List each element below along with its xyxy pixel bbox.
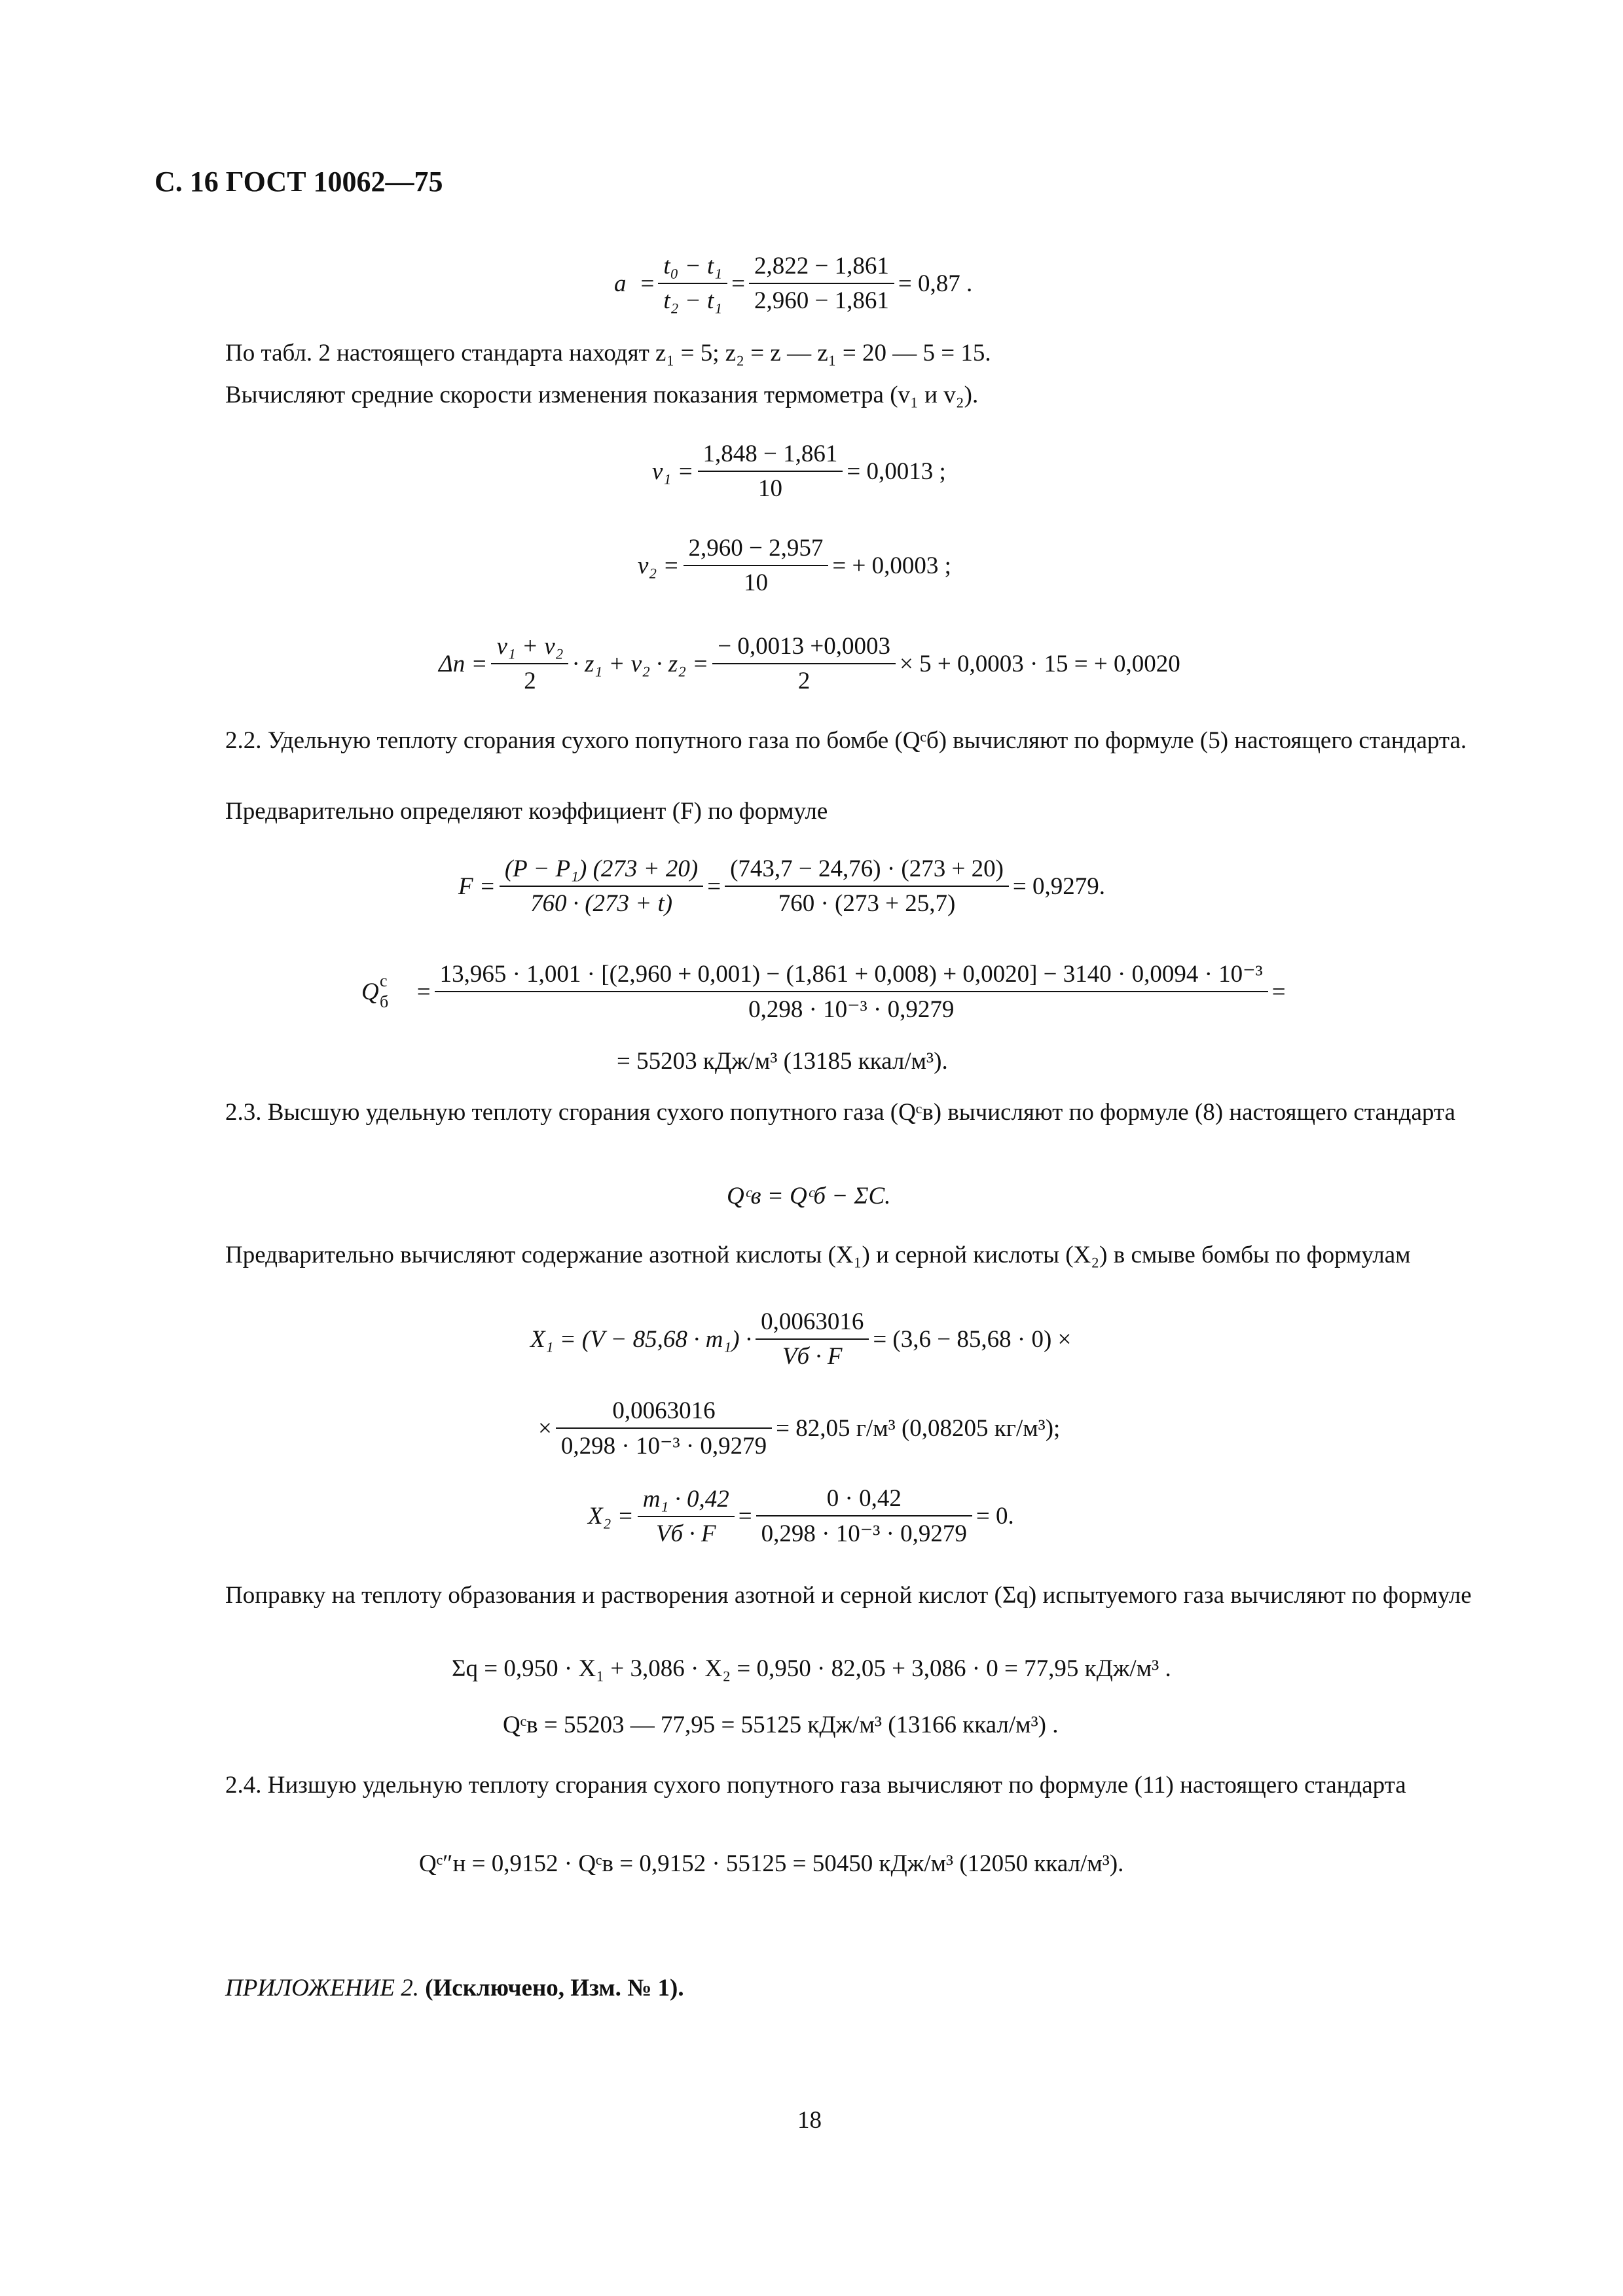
- eq-a-num1: t₀ − t₁: [658, 252, 727, 284]
- eq-X1-frac: [756, 1308, 869, 1371]
- eq-X2-frac2: [756, 1484, 972, 1548]
- paragraph-2-3-text: 2.3. Высшую удельную теплоту сгорания сухого попутного газа (Qᶜв) вычисляют по формуле (8) настоящего стандарта: [225, 1099, 1455, 1126]
- eq-X1b-rhs: = 82,05 г/м³ (0,08205 кг/м³);: [776, 1415, 1061, 1442]
- eq-Qb-num: 13,965 · 1,001 · [(2,960 + 0,001) − (1,861 + 0,008) + 0,0020] − 3140 · 0,0094 · 10⁻³: [435, 960, 1268, 992]
- page-header: С. 16 ГОСТ 10062—75: [155, 166, 443, 198]
- appendix-label: ПРИЛОЖЕНИЕ 2.: [225, 1975, 419, 2001]
- eq-dn-den2: 2: [797, 668, 811, 694]
- eq-F-lhs: F =: [458, 872, 496, 900]
- eq-dn-num2: − 0,0013 +0,0003: [712, 632, 896, 664]
- appendix-note: [225, 1974, 684, 2003]
- eq-a-frac2: [749, 252, 894, 315]
- eq-F-den2: 760 · (273 + 25,7): [778, 890, 956, 917]
- equation-v1: [652, 440, 946, 503]
- eq-a-den1: t₂ − t₁: [663, 287, 723, 314]
- eq-dn-num1: v₁ + v₂: [491, 632, 568, 664]
- eq-v1-rhs: = 0,0013 ;: [847, 457, 946, 485]
- eq-Qb-lhs: Q c б =: [361, 971, 431, 1011]
- equation-Qv2: Qᶜв = 55203 — 77,95 = 55125 кДж/м³ (13166 ккал/м³) .: [503, 1712, 1059, 1738]
- equation-sigma-q: Σq = 0,950 · X₁ + 3,086 · X₂ = 0,950 · 82,05 + 3,086 · 0 = 77,95 кДж/м³ .: [452, 1655, 1171, 1682]
- eq-Qb-den: 0,298 · 10⁻³ · 0,9279: [748, 996, 955, 1023]
- eq-Qb-frac: [435, 960, 1268, 1024]
- eq-X2-num2: 0 · 0,42: [756, 1484, 972, 1516]
- paragraph-table: По табл. 2 настоящего стандарта находят z₁ = 5; z₂ = z — z₁ = 20 — 5 = 15.: [225, 340, 991, 367]
- eq-a-num2: 2,822 − 1,861: [749, 252, 894, 284]
- paragraph-2-2b: Предварительно определяют коэффициент (F) по формуле: [225, 798, 828, 825]
- equation-Qn: Qᶜ″н = 0,9152 · Qᶜв = 0,9152 · 55125 = 50450 кДж/м³ (12050 ккал/м³).: [419, 1850, 1124, 1877]
- equation-F: F = $\frac{\text{(P − P₁) (273 + 20)}}{760 \cdot (273 + t)}$ = $\frac{(743,7 - 24,76) \cdot (273 + 20)}{760 \cdot (273 + 25,7)}$ = 0,9279.: [458, 855, 1106, 917]
- paragraph-2-3b-text: Предварительно вычисляют содержание азотной кислоты (X₁) и серной кислоты (X₂) в смыве бомбы по формулам: [225, 1242, 1411, 1268]
- equation-Qb: [361, 960, 1286, 1024]
- eq-X1-den: Vб · F: [782, 1343, 843, 1370]
- eq-Qb-result: = 55203 кДж/м³ (13185 ккал/м³).: [617, 1048, 948, 1075]
- paragraph-2-2-text: 2.2. Удельную теплоту сгорания сухого попутного газа по бомбе (Qᶜб) вычисляют по формуле (5) настоящего стандарта.: [225, 727, 1467, 754]
- eq-v1-num: 1,848 − 1,861: [698, 440, 843, 472]
- equation-Qv: Qᶜв = Qᶜб − ΣC.: [727, 1183, 891, 1210]
- equation-a: a = $\frac{\text{t₀ − t₁}}{\text{t₂ − t₁}}$ = $\frac{2,822 - 1,861}{2,960 - 1,861}$ = 0,87 .: [614, 253, 973, 314]
- paragraph-2-3b: [155, 1237, 1474, 1274]
- eq-v2-num: 2,960 − 2,957: [684, 534, 829, 566]
- eq-dn-frac1: [491, 632, 568, 695]
- paragraph-2-2: [155, 723, 1474, 759]
- eq-X2-den2: 0,298 · 10⁻³ · 0,9279: [761, 1520, 967, 1547]
- eq-Qb-rhs: =: [1271, 978, 1286, 1005]
- appendix-status: (Исключено, Изм. № 1).: [425, 1975, 684, 2001]
- eq-a-den2: 2,960 − 1,861: [754, 287, 889, 314]
- eq-X2-num1: m₁ · 0,42: [638, 1485, 735, 1517]
- eq-X1-num: 0,0063016: [756, 1308, 869, 1340]
- equation-X1b: [538, 1397, 1060, 1460]
- eq-v1-lhs: v₁ =: [652, 457, 694, 485]
- eq-X2-lhs: X₂ =: [588, 1503, 634, 1530]
- eq-dn-den1: 2: [524, 668, 536, 694]
- eq-dn-rhs: × 5 + 0,0003 · 15 = + 0,0020: [899, 650, 1180, 677]
- eq-v1-den: 10: [757, 475, 782, 502]
- eq-F-num2: (743,7 − 24,76) · (273 + 20): [725, 855, 1009, 887]
- eq-F-frac1: [500, 855, 703, 918]
- eq-X1b-frac: [556, 1397, 772, 1460]
- eq-a-frac1: [658, 252, 727, 315]
- eq-F-rhs: = 0,9279.: [1012, 872, 1106, 900]
- equation-X1: [530, 1308, 1071, 1371]
- eq-X1b-num: 0,0063016: [556, 1397, 772, 1429]
- eq-X1-lhs: X₁ = (V − 85,68 · m₁) ·: [530, 1325, 752, 1353]
- eq-dn-lhs: Δn =: [439, 650, 488, 677]
- eq-v1-frac: [698, 440, 843, 503]
- eq-X2-rhs: = 0.: [976, 1503, 1014, 1530]
- paragraph-correction-text: Поправку на теплоту образования и растворения азотной и серной кислот (Σq) испытуемого газа вычисляют по формуле: [225, 1582, 1472, 1609]
- eq-X2-den1: Vб · F: [655, 1520, 716, 1547]
- equation-X2: X₂ = $\frac{\text{m₁ · 0,42}}{Vб \cdot F}$ = $\frac{0 \cdot 0,42}{\text{0,298 · 10⁻³ · 0,9279}}$ = 0.: [588, 1485, 1014, 1547]
- eq-v2-frac: [684, 534, 829, 597]
- eq-v2-lhs: v₂ =: [638, 552, 680, 579]
- paragraph-speeds: Вычисляют средние скорости изменения показания термометра (v₁ и v₂).: [225, 382, 979, 408]
- page-number: 18: [797, 2107, 822, 2134]
- eq-v2-rhs: = + 0,0003 ;: [832, 552, 951, 579]
- eq-F-frac2: [725, 855, 1009, 918]
- equation-v2: [638, 534, 951, 597]
- eq-dn-mid: · z₁ + v₂ · z₂ =: [572, 650, 709, 677]
- eq-X1-rhs: = (3,6 − 85,68 · 0) ×: [873, 1325, 1072, 1353]
- eq-X1b-lhs: ×: [538, 1415, 552, 1442]
- equation-delta-n: [439, 632, 1180, 695]
- eq-dn-frac2: [712, 632, 896, 695]
- paragraph-2-4-text: 2.4. Низшую удельную теплоту сгорания сухого попутного газа вычисляют по формуле (11) настоящего стандарта: [225, 1772, 1406, 1799]
- paragraph-correction: [155, 1577, 1474, 1614]
- eq-a-result: = 0,87 .: [898, 270, 973, 297]
- paragraph-2-3: [155, 1094, 1474, 1131]
- eq-a-lhs: a: [614, 270, 627, 297]
- eq-X2-frac1: [638, 1485, 735, 1548]
- eq-v2-den: 10: [743, 569, 768, 596]
- eq-F-num1: (P − P₁) (273 + 20): [500, 855, 703, 887]
- paragraph-2-4: [155, 1767, 1474, 1804]
- eq-X1b-den: 0,298 · 10⁻³ · 0,9279: [560, 1433, 767, 1460]
- eq-F-den1: 760 · (273 + t): [530, 890, 673, 917]
